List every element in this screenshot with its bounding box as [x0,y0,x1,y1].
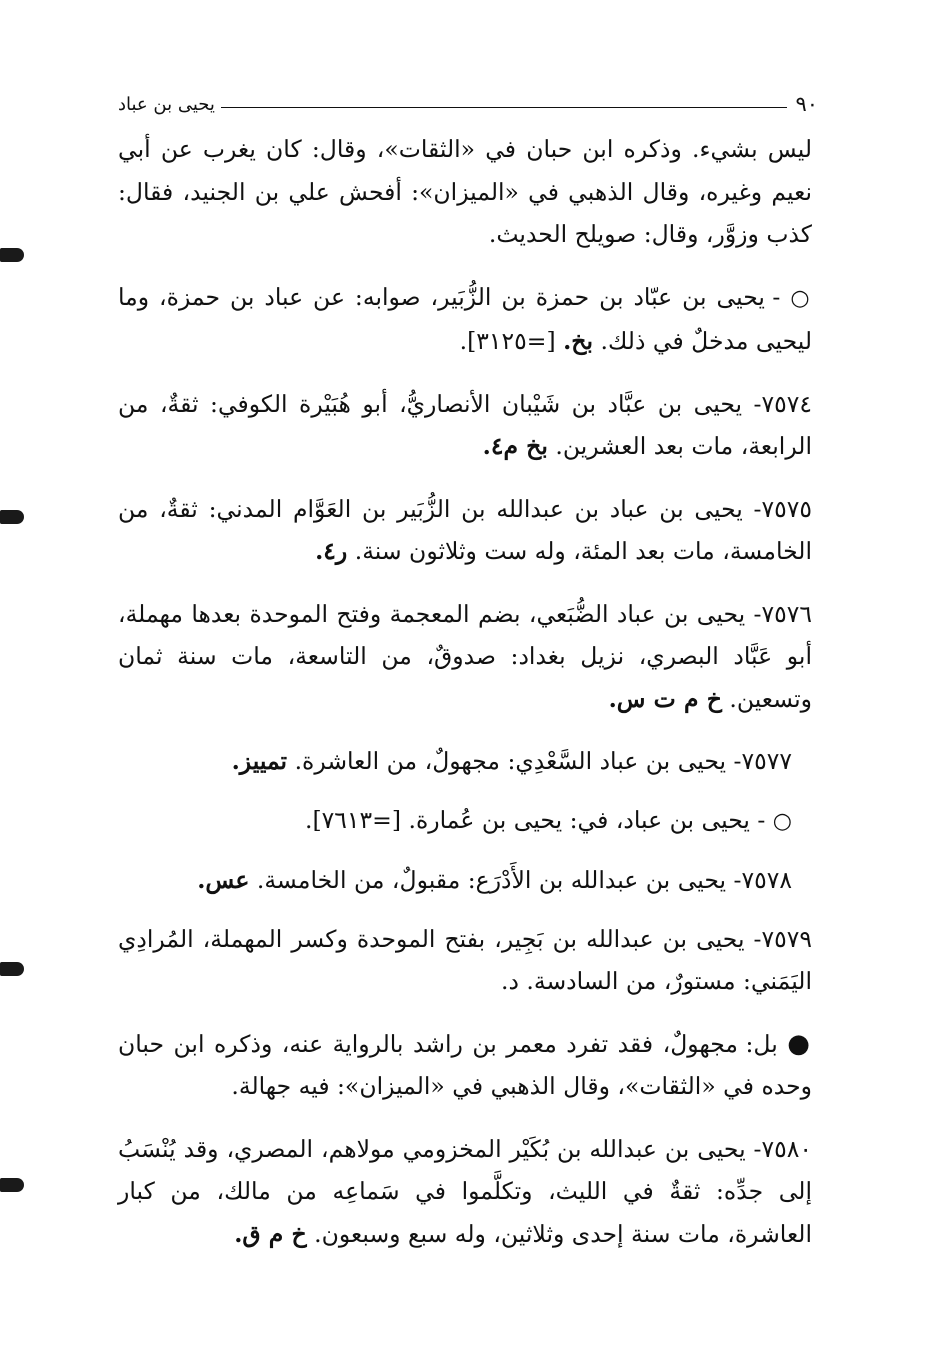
entry-7580 [118,1128,812,1256]
scan-margin-mark [0,962,24,976]
entry-7575 [118,488,812,573]
entry-text: - يحيى بن عبّاد بن حمزة بن الزُّبَير، صوابه: عن عباد بن حمزة، وما ليحيى مدخلٌ في ذلك. [118,282,812,355]
entry-text: ٧٥٧٤- يحيى بن عبَّاد بن شَيْبان الأنصاريُّ، أبو هُبَيْرة الكوفي: ثقةٌ، من الرابعة، مات بعد العشرين. [118,389,812,460]
entry-7578 [118,859,812,902]
header-rule [221,107,788,108]
entry-cross-reference [118,276,812,363]
scan-margin-mark [0,248,24,262]
page-body [118,128,812,1275]
page-number: ٩٠ [795,92,818,116]
page-header [118,88,818,120]
circle-marker-icon: ○ [772,808,792,834]
circle-marker-icon: ○ [790,285,812,311]
entry-text: ٧٥٧٩- يحيى بن عبدالله بن بَجِير، بفتح الموحدة وكسر المهملة، المُرادِي اليَمَني: مستورٌ، من السادسة. [118,924,812,995]
entry-sigla: خ م ق. [234,1219,307,1248]
entry-text: ٧٥٧٧- يحيى بن عباد السَّعْدِي: مجهولٌ، من العاشرة. [294,747,792,775]
entry-sigla: د. [500,967,519,995]
entry-sigla: بخ م٤. [482,432,548,460]
scan-margin-mark [0,1178,24,1192]
entry-sigla: بخ. [563,327,594,355]
entry-text: ٧٥٧٦- يحيى بن عباد الضُّبَعي، بضم المعجمة وفتح الموحدة بعدها مهملة، أبو عَبَّاد البصري، نزيل بغداد: صدوقٌ، من التاسعة، مات سنة ثمان وتسعين. [118,599,812,713]
entry-note: [=٣١٢٥]. [459,327,556,355]
entry-sigla: خ م ت س. [608,684,722,713]
entry-sigla: عس. [197,866,250,894]
entry-7574 [118,383,812,468]
entry-note: [=٧٦١٣]. [305,805,401,834]
entry-text: ٧٥٨٠- يحيى بن عبدالله بن بُكَيْر المخزومي مولاهم، المصري، وقد يُنْسَبُ إلى جدِّه: ثقةٌ في الليث، وتكلَّموا في سَماعِه من مالك، من كبار العاشرة، مات سنة إحدى وثلاثين، وله سبع وسبعون. [118,1134,812,1248]
entry-text: - يحيى بن عباد، في: يحيى بن عُمارة. [408,805,766,834]
scan-margin-mark [0,510,24,524]
entry-7576 [118,593,812,721]
entry-continuation [118,128,812,256]
entry-7577 [118,740,812,783]
editor-comment [118,1023,812,1108]
comment-text: بل: مجهولٌ، فقد تفرد معمر بن راشد بالرواية عنه، وذكره ابن حبان وحده في «الثقات»، وقال الذهبي في «الميزان»: فيه جهالة. [118,1029,812,1100]
entry-sigla: تمييز. [231,747,288,775]
running-title: يحيى بن عباد [118,93,215,115]
entry-text: ٧٥٧٥- يحيى بن عباد بن عبدالله بن الزُّبَير بن العَوَّام المدني: ثقةٌ، من الخامسة، مات بعد المئة، وله ست وثلاثون سنة. [118,494,812,565]
bullet-marker-icon: ● [787,1028,812,1059]
entry-text: ليس بشيء. وذكره ابن حبان في «الثقات»، وقال: كان يغرب عن أبي نعيم وغيره، وقال الذهبي في «الميزان»: أفحش علي بن الجنيد، فقال: كذب وزوَّر، وقال: صويلح الحديث. [118,135,812,248]
entry-sigla: ر٤. [315,537,348,565]
entry-7579 [118,918,812,1003]
entry-text: ٧٥٧٨- يحيى بن عبدالله بن الأَدْرَع: مقبولٌ، من الخامسة. [256,866,792,894]
entry-cross-reference [118,799,812,844]
